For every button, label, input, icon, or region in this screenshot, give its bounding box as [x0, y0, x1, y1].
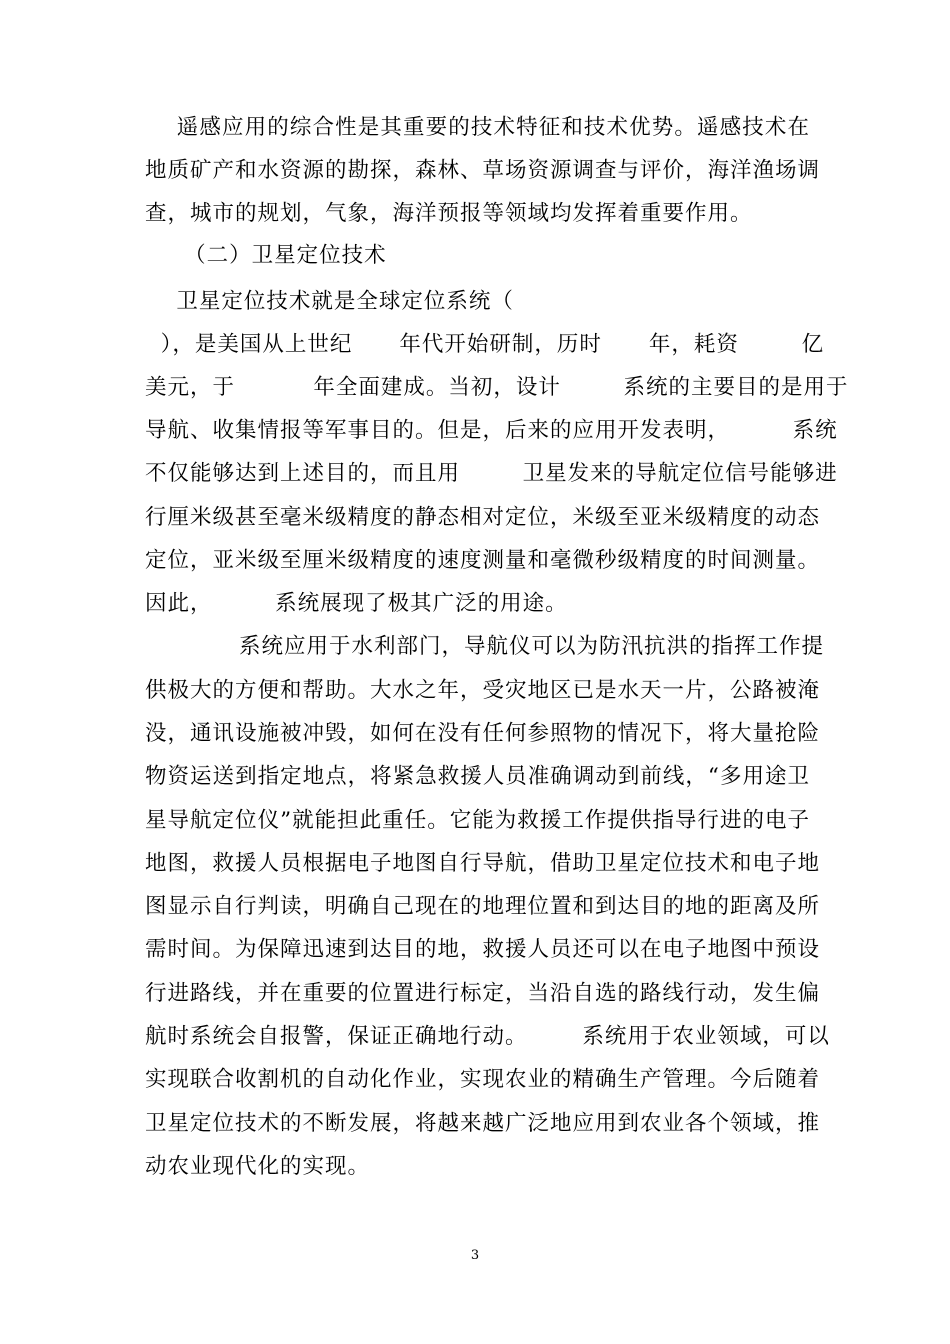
- text-line: 遥感应用的综合性是其重要的技术特征和技术优势。遥感技术在: [145, 115, 810, 140]
- text-line: 卫星定位技术就是全球定位系统（: [145, 289, 514, 314]
- section-heading: （二）卫星定位技术: [145, 243, 387, 268]
- text-line: 地图，救援人员根据电子地图自行导航，借助卫星定位技术和电子地: [145, 851, 821, 876]
- text-line: 需时间。为保障迅速到达目的地，救援人员还可以在电子地图中预设: [145, 937, 821, 962]
- text-line: 美元，于 年全面建成。当初，设计 系统的主要目的是用于: [145, 375, 849, 400]
- text-line: 行厘米级甚至毫米级精度的静态相对定位，米级至亚米级精度的动态: [145, 505, 821, 530]
- text-line: 实现联合收割机的自动化作业，实现农业的精确生产管理。今后随着: [145, 1067, 821, 1092]
- text-line: 供极大的方便和帮助。大水之年，受灾地区已是水天一片，公路被淹: [145, 678, 821, 703]
- text-line: 图显示自行判读，明确自己现在的地理位置和到达目的地的距离及所: [145, 894, 821, 919]
- text-line: 地质矿产和水资源的勘探，森林、草场资源调查与评价，海洋渔场调: [145, 158, 821, 183]
- text-line: 动农业现代化的实现。: [145, 1154, 371, 1179]
- page-number: 3: [470, 1248, 480, 1263]
- text-line: 物资运送到指定地点，将紧急救援人员准确调动到前线，“多用途卫: [145, 764, 810, 789]
- text-line: 导航、收集情报等军事目的。但是，后来的应用开发表明， 系统: [145, 418, 838, 443]
- text-line: 星导航定位仪”就能担此重任。它能为救援工作提供指导行进的电子: [145, 808, 810, 833]
- text-line: 没，通讯设施被冲毁，如何在没有任何参照物的情况下，将大量抢险: [145, 721, 821, 746]
- text-line: 航时系统会自报警，保证正确地行动。 系统用于农业领域，可以: [145, 1024, 830, 1049]
- text-line: 不仅能够达到上述目的，而且用 卫星发来的导航定位信号能够进: [145, 461, 838, 486]
- text-line: ），是美国从上世纪 年代开始研制，历时 年，耗资 亿: [145, 332, 825, 357]
- text-line: 定位，亚米级至厘米级精度的速度测量和毫微秒级精度的时间测量。: [145, 548, 821, 573]
- text-line: 卫星定位技术的不断发展，将越来越广泛地应用到农业各个领域，推: [145, 1111, 821, 1136]
- text-line: 因此， 系统展现了极其广泛的用途。: [145, 591, 568, 616]
- text-line: 查，城市的规划，气象，海洋预报等领域均发挥着重要作用。: [145, 201, 753, 226]
- text-line: 系统应用于水利部门，导航仪可以为防汛抗洪的指挥工作提: [145, 634, 825, 659]
- text-line: 行进路线，并在重要的位置进行标定，当沿自选的路线行动，发生偏: [145, 981, 821, 1006]
